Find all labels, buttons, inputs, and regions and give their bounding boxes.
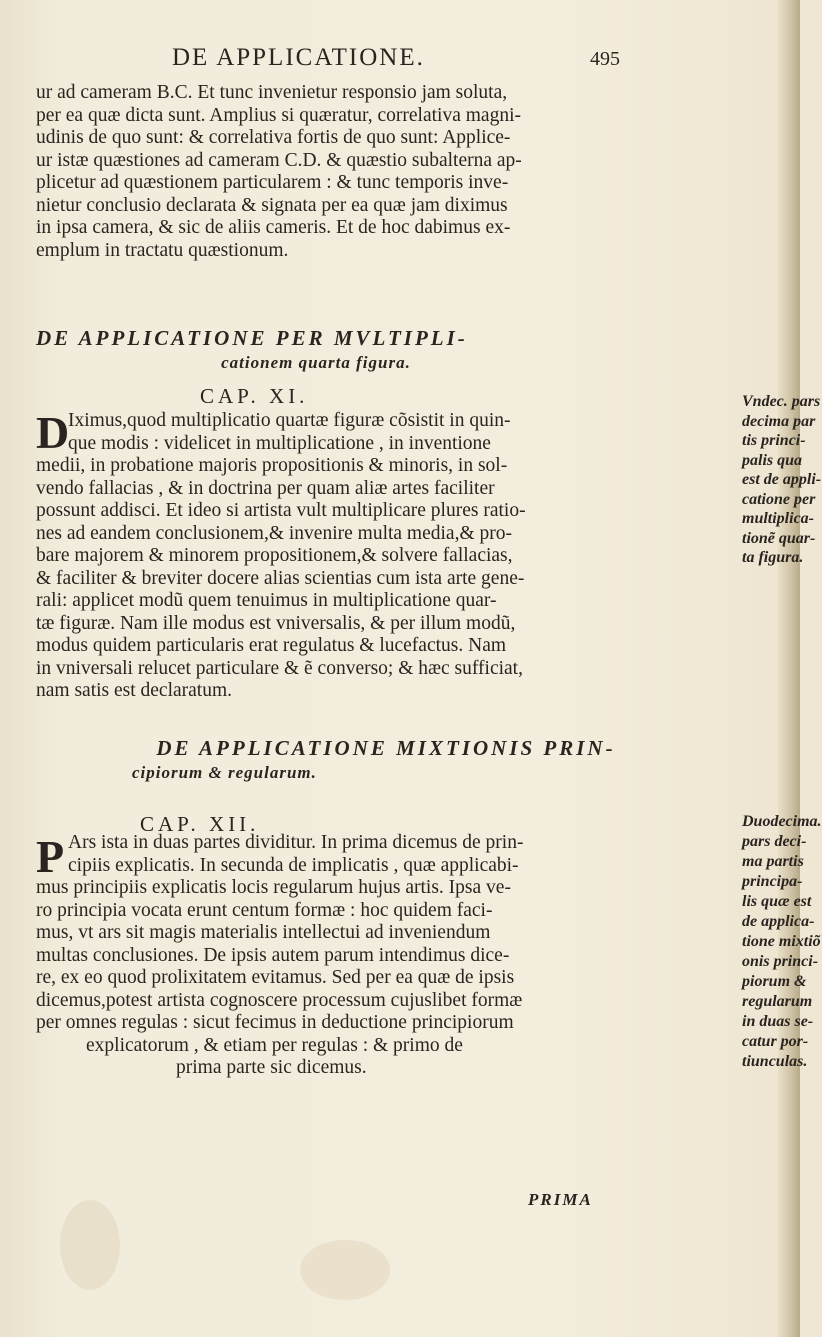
text-line: per ea quæ dicta sunt. Amplius si quæratur, correlativa magni-: [36, 104, 521, 126]
margin-line: lis quæ est: [742, 893, 812, 910]
chapter-number: CAP. XII.: [140, 812, 260, 836]
text-line: & faciliter & breviter docere alias scientias cum ista arte gene-: [36, 567, 525, 589]
section-heading: [36, 736, 736, 783]
text-line: dicemus,potest artista cognoscere processum cujuslibet formæ: [36, 989, 523, 1011]
margin-line: Duodecima.: [742, 813, 822, 830]
margin-line: tione mixtiõ: [742, 933, 821, 950]
margin-line: est de appli-: [742, 471, 822, 488]
text-line: nietur conclusio declarata & signata per ea quæ jam diximus: [36, 194, 508, 216]
margin-line: tionẽ quar-: [742, 529, 816, 547]
margin-line: pars deci-: [742, 833, 807, 850]
paragraph-continued: [36, 82, 726, 262]
margin-line: piorum &: [742, 973, 807, 990]
text-line: ro principia vocata erunt centum formæ : hoc quidem faci-: [36, 899, 493, 921]
text-line: vendo fallacias , & in doctrina per quam aliæ artes faciliter: [36, 477, 495, 499]
section-heading: [36, 326, 736, 373]
text-line: plicetur ad quæstionem particularem : & tunc temporis inve-: [36, 172, 509, 193]
margin-line: tis princi-: [742, 432, 806, 449]
text-line: bare majorem & minorem propositionem,& solvere fallacias,: [36, 545, 513, 566]
margin-line: catione per: [742, 490, 816, 508]
text-line: nes ad eandem conclusionem,& invenire multa media,& pro-: [36, 522, 512, 544]
margin-line: regularum: [742, 993, 813, 1010]
text-line: nam satis est declaratum.: [36, 680, 233, 701]
margin-line: multiplica-: [742, 510, 814, 527]
catchword: PRIMA: [528, 1190, 593, 1209]
paper-stain: [300, 1240, 390, 1300]
drop-capital: P: [36, 831, 65, 882]
margin-line: tiunculas.: [742, 1053, 808, 1070]
heading-main: DE APPLICATIONE MIXTIONIS PRIN-: [156, 736, 616, 760]
margin-line: palis qua: [742, 451, 803, 469]
text-line: Ars ista in duas partes dividitur. In prima dicemus de prin-: [68, 832, 524, 853]
text-line: tæ figuræ. Nam ille modus est vniversalis, & per illum modũ,: [36, 612, 516, 634]
page-header: [0, 44, 780, 74]
text-line: mus, vt ars sit magis materialis intellectui ad inveniendum: [36, 922, 491, 943]
paper-stain: [60, 1200, 120, 1290]
margin-note-12: [742, 812, 822, 1072]
margin-line: ma partis: [742, 853, 804, 870]
text-line: in vniversali relucet particulare & ẽ converso; & hæc sufficiat,: [36, 657, 523, 679]
text-line: re, ex eo quod prolixitatem evitamus. Sed per ea quæ de ipsis: [36, 967, 515, 988]
heading-sub: cipiorum & regularum.: [132, 763, 317, 782]
text-line: multas conclusiones. De ipsis autem parum intendimus dice-: [36, 944, 510, 966]
margin-line: ta figura.: [742, 549, 804, 566]
text-line: modus quidem particularis erat regulatus & lucefactus. Nam: [36, 635, 507, 656]
text-line: ur ad cameram B.C. Et tunc invenietur responsio jam soluta,: [36, 82, 508, 103]
page-edge-shadow: [778, 0, 800, 1337]
page-number: 495: [590, 48, 620, 70]
margin-line: principa-: [742, 873, 803, 890]
margin-line: in duas se-: [742, 1013, 814, 1030]
text-line: cipiis explicatis. In secunda de implicatis , quæ applicabi-: [68, 854, 519, 876]
margin-line: catur por-: [742, 1033, 809, 1050]
margin-line: decima par: [742, 412, 816, 430]
heading-sub: cationem quarta figura.: [221, 353, 411, 372]
text-line: explicatorum , & etiam per regulas : & primo de: [86, 1034, 463, 1056]
drop-capital: D: [36, 407, 70, 458]
margin-note-11: [742, 392, 822, 568]
margin-line: de applica-: [742, 913, 815, 930]
text-line: in ipsa camera, & sic de aliis cameris. Et de hoc dabimus ex-: [36, 217, 511, 238]
text-line: emplum in tractatu quæstionum.: [36, 239, 289, 261]
text-line: Iximus,quod multiplicatio quartæ figuræ cõsistit in quin-: [68, 410, 511, 431]
text-line: possunt addisci. Et ideo si artista vult multiplicare plures ratio-: [36, 500, 526, 521]
text-line: que modis : videlicet in multiplicatione , in inventione: [68, 432, 491, 454]
running-title: DE APPLICATIONE.: [172, 44, 425, 71]
text-line: mus principiis explicatis locis regularum hujus artis. Ipsa ve-: [36, 877, 511, 898]
text-line: per omnes regulas : sicut fecimus in deductione principiorum: [36, 1012, 514, 1033]
paragraph-chapter-11: [36, 407, 716, 703]
text-line: rali: applicet modũ quem tenuimus in multiplicatione quar-: [36, 590, 497, 611]
text-line: udinis de quo sunt: & correlativa fortis de quo sunt: Applice-: [36, 127, 511, 148]
heading-main: DE APPLICATIONE PER MVLTIPLI-: [36, 326, 468, 350]
text-line: medii, in probatione majoris propositionis & minoris, in sol-: [36, 455, 508, 476]
text-line: ur istæ quæstiones ad cameram C.D. & quæstio subalterna ap-: [36, 149, 522, 171]
margin-line: onis princi-: [742, 953, 819, 970]
text-line: prima parte sic dicemus.: [176, 1057, 367, 1078]
paragraph-chapter-12: [36, 832, 716, 1080]
margin-line: Vndec. pars: [742, 393, 821, 410]
chapter-number: CAP. XI.: [200, 384, 309, 408]
